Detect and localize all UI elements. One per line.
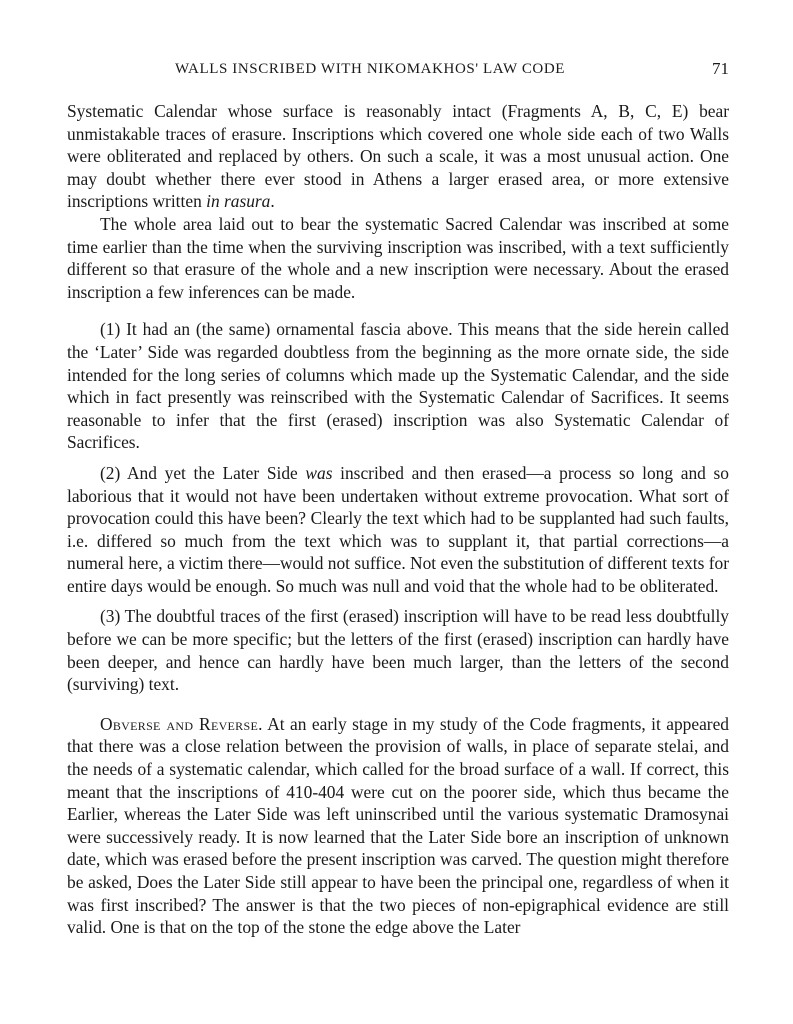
paragraph-1-text: Systematic Calendar whose surface is reasonably intact (Fragments A, B, C, E) bear unmistakable traces of erasure. Inscriptions which covered one whole side each of two Walls were obliterated and replaced by others. On such a scale, it was a most unusual action. One may doubt whether there ever stood in Athens a larger erased area, or more extensive inscriptions written <box>67 101 729 212</box>
section-heading: Obverse and Reverse. <box>100 713 263 734</box>
paragraph-point-2 <box>67 462 729 598</box>
paragraph-point-2-rest: inscribed and then erased—a process so long and so laborious that it would not have been undertaken without extreme provocation. What sort of provocation could this have been? Clearly the text which had to be supplanted had such faults, i.e. differed so much from the text which was to supplant it, that partial corrections—a numeral here, a victim there—would not suffice. Not even the substitution of different texts for entire days would be enough. So much was null and void that the whole had to be obliterated. <box>67 462 729 596</box>
paragraph-obverse-reverse-text: At an early stage in my study of the Code fragments, it appeared that there was a close relation between the provision of walls, in place of separate stelai, and the needs of a systematic calendar, which called for the broad surface of a wall. If correct, this meant that the inscriptions of 410-404 were cut on the poorer side, which thus became the Earlier, whereas the Later Side was left uninscribed until the various systematic Dramosynai were successively ready. It is now learned that the Later Side bore an inscription of unknown date, which was erased before the present inscription was carved. The question might therefore be asked, Does the Later Side still appear to have been the principal one, regardless of when it was first inscribed? The answer is that the two pieces of non-epigraphical evidence are still valid. One is that on the top of the stone the edge above the Later <box>67 713 729 938</box>
paragraph-obverse-reverse <box>67 713 729 939</box>
paragraph-2: The whole area laid out to bear the systematic Sacred Calendar was inscribed at some time earlier than the time when the surviving inscription was inscribed, with a text sufficiently different so that erasure of the whole and a new inscription were necessary. About the erased inscription a few inferences can be made. <box>67 213 729 302</box>
body-text <box>67 100 729 939</box>
paragraph-point-3: (3) The doubtful traces of the first (erased) inscription will have to be read less doubtfully before we can be more specific; but the letters of the first (erased) inscription can hardly have been deeper, and hence can hardly have been much larger, than the letters of the second (surviving) text. <box>67 606 729 695</box>
paragraph-point-2-text: (2) And yet the Later Side <box>100 462 306 483</box>
paragraph-point-2-italic: was <box>305 462 333 483</box>
book-page <box>67 58 729 939</box>
running-head <box>67 58 729 84</box>
running-title: WALLS INSCRIBED WITH NIKOMAKHOS' LAW CODE <box>174 61 566 77</box>
paragraph-point-1: (1) It had an (the same) ornamental fascia above. This means that the side herein called the ‘Later’ Side was regarded doubtless from the beginning as the more ornate side, the side intended for the long series of columns which made up the Systematic Calendar, and the side which in fact presently was reinscribed with the Systematic Calendar of Sacrifices. It seems reasonable to infer that the first (erased) inscription was also Systematic Calendar of Sacrifices. <box>67 319 729 453</box>
paragraph-1-end: . <box>270 191 275 212</box>
paragraph-1 <box>67 100 729 213</box>
page-number: 71 <box>712 59 729 78</box>
paragraph-1-italic: in rasura <box>206 191 271 212</box>
